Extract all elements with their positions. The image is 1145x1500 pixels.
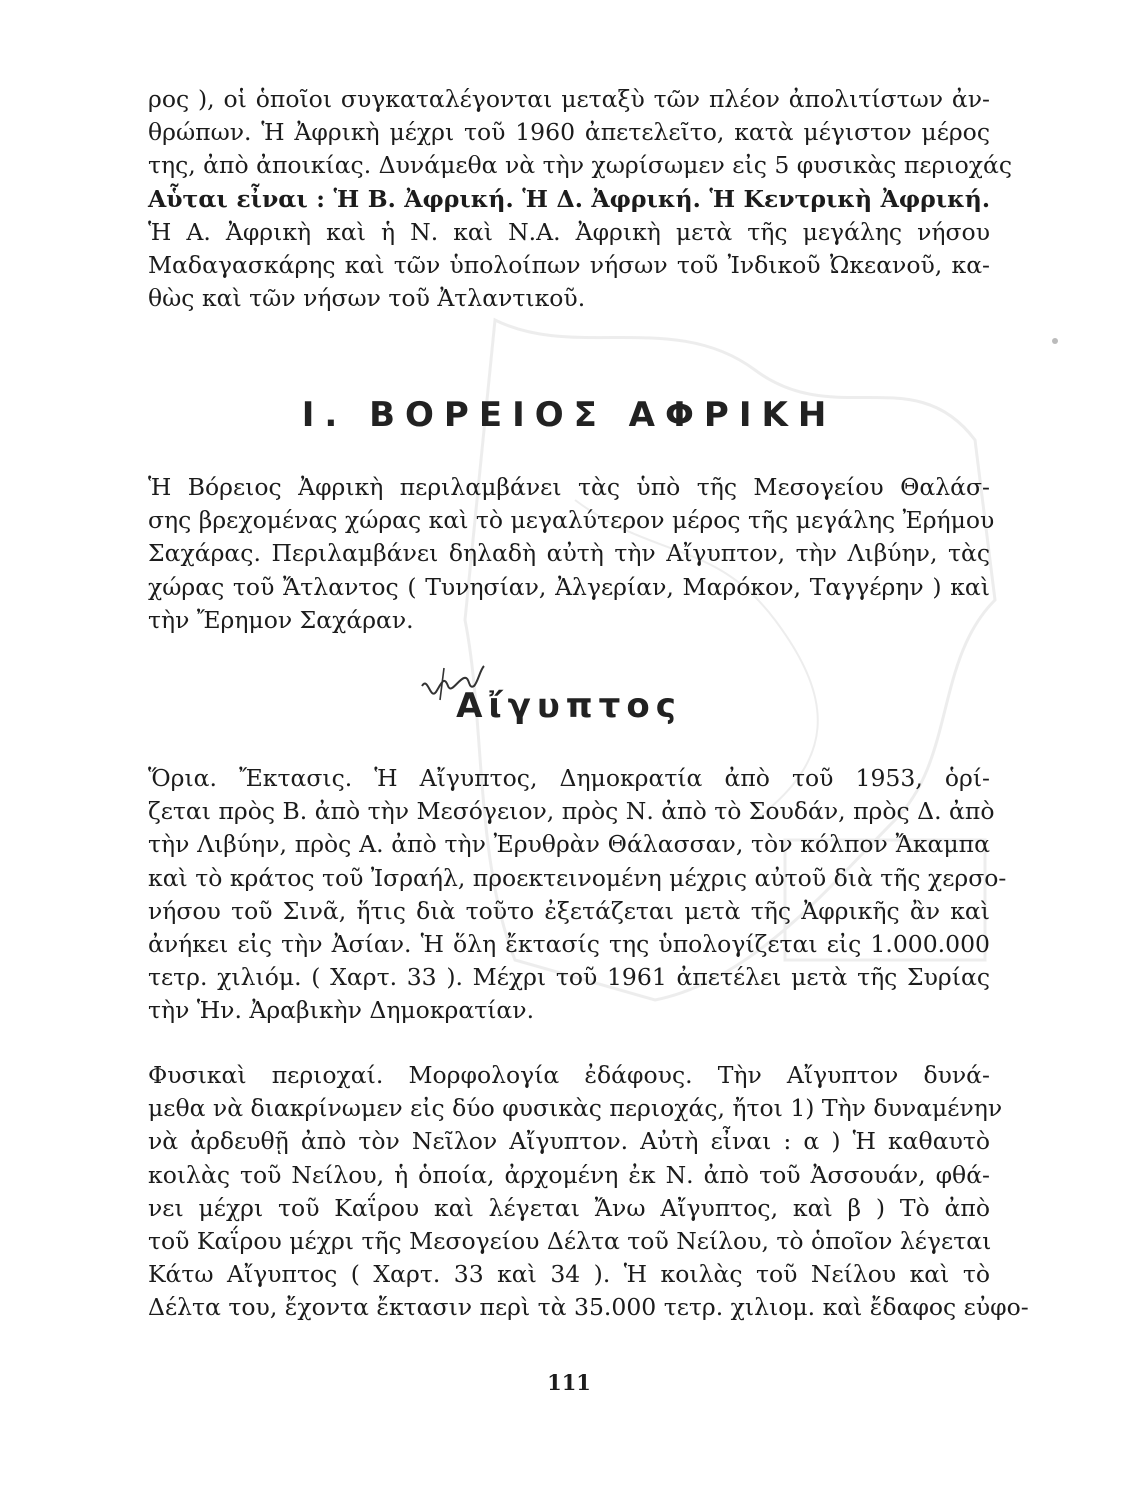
intro-paragraph	[148, 83, 1013, 315]
regions-line: νὰ ἀρδευθῇ ἀπὸ τὸν Νεῖλον Αἴγυπτον. Αὐτὴ εἶναι : α ) Ἡ καθαυτὸ	[148, 1127, 990, 1156]
intro-line: Ἡ Α. Ἀφρικὴ καὶ ἡ Ν. καὶ Ν.Α. Ἀφρικὴ μετὰ τῆς μεγάλης νήσου	[148, 217, 990, 246]
borders-line: νήσου τοῦ Σινᾶ, ἥτις διὰ τοῦτο ἐξετάζεται μετὰ τῆς Ἀφρικῆς ἂν καὶ	[148, 896, 990, 925]
north-africa-paragraph	[148, 471, 995, 637]
intro-line: θὼς καὶ τῶν νήσων τοῦ Ἀτλαντικοῦ.	[148, 284, 586, 313]
intro-line: Μαδαγασκάρης καὶ τῶν ὑπολοίπων νήσων τοῦ Ἰνδικοῦ Ὠκεανοῦ, κα-	[148, 251, 990, 280]
north-africa-line: Ἡ Βόρειος Ἀφρικὴ περιλαμβάνει τὰς ὑπὸ τῆς Μεσογείου Θαλάσ-	[148, 473, 990, 501]
section-title: I. ΒΟΡΕΙΟΣ ΑΦΡΙΚΗ	[301, 395, 837, 435]
north-africa-line: τὴν Ἔρημον Σαχάραν.	[148, 605, 414, 634]
borders-paragraph	[148, 762, 1007, 1028]
borders-line: καὶ τὸ κράτος τοῦ Ἰσραήλ, προεκτεινομένη μέχρις αὐτοῦ διὰ τῆς χερσο-	[148, 863, 1007, 892]
borders-line: τὴν Ἡν. Ἀραβικὴν Δημοκρατίαν.	[148, 996, 535, 1025]
regions-line: μεθα νὰ διακρίνωμεν εἰς δύο φυσικὰς περιοχάς, ἤτοι 1) Τὴν δυναμένην	[148, 1094, 1003, 1123]
intro-line: της, ἀπὸ ἀποικίας. Δυνάμεθα νὰ τὴν χωρίσωμεν εἰς 5 φυσικὰς περιοχάς	[148, 151, 1013, 180]
intro-line: ρος ), οἱ ὁποῖοι συγκαταλέγονται μεταξὺ τῶν πλέον ἀπολιτίστων ἀν-	[148, 85, 990, 113]
borders-line: τετρ. χιλιόμ. ( Χαρτ. 33 ). Μέχρι τοῦ 1961 ἀπετέλει μετὰ τῆς Συρίας	[148, 963, 990, 992]
subsection-title: Αἴγυπτος	[456, 686, 682, 726]
regions-line: Δέλτα του, ἔχοντα ἔκτασιν περὶ τὰ 35.000 τετρ. χιλιομ. καὶ ἔδαφος εὐφο-	[148, 1293, 1029, 1322]
north-africa-line: Σαχάρας. Περιλαμβάνει δηλαδὴ αὐτὴ τὴν Αἴγυπτον, τὴν Λιβύην, τὰς	[148, 539, 990, 568]
page-number: 111	[547, 1370, 591, 1395]
regions-line: Κάτω Αἴγυπτος ( Χαρτ. 33 καὶ 34 ). Ἡ κοιλὰς τοῦ Νείλου καὶ τὸ	[148, 1260, 990, 1289]
regions-line: νει μέχρι τοῦ Καΐρου καὶ λέγεται Ἄνω Αἴγυπτος, καὶ β ) Τὸ ἀπὸ	[148, 1193, 990, 1222]
intro-line: θρώπων. Ἡ Ἀφρικὴ μέχρι τοῦ 1960 ἀπετελεῖτο, κατὰ μέγιστον μέρος	[148, 118, 990, 147]
regions-line: τοῦ Καΐρου μέχρι τῆς Μεσογείου Δέλτα τοῦ Νείλου, τὸ ὁποῖον λέγεται	[148, 1227, 992, 1256]
north-africa-line: σης βρεχομένας χώρας καὶ τὸ μεγαλύτερον μέρος τῆς μεγάλης Ἐρήμου	[148, 506, 995, 535]
scan-speck	[1052, 338, 1058, 344]
borders-line: τὴν Λιβύην, πρὸς Α. ἀπὸ τὴν Ἐρυθρὰν Θάλασσαν, τὸν κόλπον Ἄκαμπα	[148, 830, 990, 859]
regions-line: κοιλὰς τοῦ Νείλου, ἡ ὁποία, ἀρχομένη ἐκ Ν. ἀπὸ τοῦ Ἀσσουάν, φθά-	[148, 1160, 990, 1189]
regions-paragraph	[148, 1059, 1029, 1325]
borders-line: ζεται πρὸς Β. ἀπὸ τὴν Μεσόγειον, πρὸς Ν. ἀπὸ τὸ Σουδάν, πρὸς Δ. ἀπὸ	[148, 797, 995, 826]
regions-line: Φυσικαὶ περιοχαί. Μορφολογία ἐδάφους. Τὴν Αἴγυπτον δυνά-	[148, 1061, 990, 1089]
north-africa-line: χώρας τοῦ Ἄτλαντος ( Τυνησίαν, Ἀλγερίαν, Μαρόκον, Ταγγέρην ) καὶ	[148, 572, 990, 601]
borders-line: Ὅρια. Ἔκτασις. Ἡ Αἴγυπτος, Δημοκρατία ἀπὸ τοῦ 1953, ὁρί-	[148, 764, 990, 792]
borders-line: ἀνήκει εἰς τὴν Ἀσίαν. Ἡ ὅλη ἔκτασίς της ὑπολογίζεται εἰς 1.000.000	[148, 930, 990, 959]
intro-line: Αὗται εἶναι : Ἡ Β. Ἀφρική. Ἡ Δ. Ἀφρική. Ἡ Κεντρικὴ Ἀφρική.	[148, 184, 990, 213]
